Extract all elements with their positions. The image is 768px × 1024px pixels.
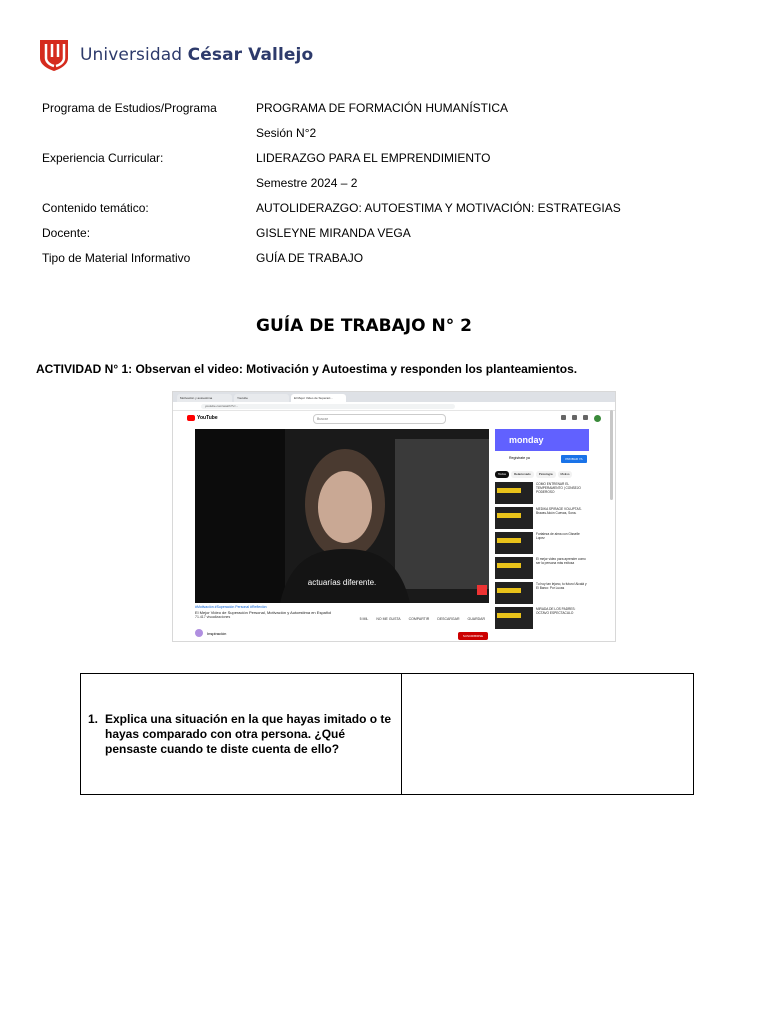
download-button: DESCARGAR bbox=[437, 617, 460, 621]
question-cell bbox=[81, 674, 402, 795]
info-row: Sesión N°2 bbox=[256, 126, 317, 140]
page-title: GUÍA DE TRABAJO N° 2 bbox=[256, 316, 472, 336]
channel-info bbox=[195, 629, 226, 637]
info-row: Programa de Estudios/Programa PROGRAMA DE FORMACIÓN HUMANÍSTICA bbox=[42, 101, 509, 115]
youtube-header-icons bbox=[561, 415, 601, 422]
youtube-screenshot bbox=[172, 391, 616, 642]
info-row: Semestre 2024 – 2 bbox=[256, 176, 358, 190]
info-row: Experiencia Curricular: LIDERAZGO PARA EL EMPRENDIMIENTO bbox=[42, 151, 491, 165]
video-meta bbox=[195, 605, 489, 619]
video-player bbox=[195, 429, 489, 603]
shield-logo-icon bbox=[38, 38, 70, 72]
subscribe-button: SUSCRIBIRSE bbox=[458, 632, 488, 640]
play-icon bbox=[187, 415, 195, 421]
question-number: 1. bbox=[88, 711, 99, 726]
video-actions bbox=[360, 617, 485, 621]
question-table bbox=[80, 673, 694, 795]
channel-avatar bbox=[195, 629, 203, 637]
browser-tab-active: El Mejor Video de Superaci... bbox=[291, 394, 346, 402]
filter-chips bbox=[495, 471, 589, 478]
notifications-icon bbox=[583, 415, 588, 420]
video-caption: actuarías diferente. bbox=[307, 578, 377, 587]
browser-tabbar bbox=[173, 392, 615, 402]
video-title: El Mejor Video de Superación Personal, Motivación y Autoestima en Español bbox=[195, 610, 332, 615]
chip: Todos bbox=[495, 471, 509, 478]
ad-banner: monday bbox=[495, 429, 589, 451]
video-thumbnail bbox=[495, 507, 533, 529]
save-button: GUARDAR bbox=[467, 617, 485, 621]
related-video: Fortaleza de alma con Gisselle Lopez bbox=[495, 532, 589, 556]
apps-icon bbox=[572, 415, 577, 420]
video-thumbnail bbox=[495, 607, 533, 629]
youtube-logo: YouTube bbox=[187, 415, 218, 421]
browser-tab: Youtube bbox=[234, 394, 289, 402]
video-thumbnail bbox=[495, 582, 533, 604]
share-button: COMPARTIR bbox=[408, 617, 430, 621]
ad-cta-button: PROBAR YA bbox=[561, 455, 587, 463]
youtube-search: Buscar bbox=[313, 414, 446, 424]
create-icon bbox=[561, 415, 566, 420]
video-thumbnail bbox=[495, 482, 533, 504]
avatar bbox=[594, 415, 601, 422]
youtube-header bbox=[173, 411, 615, 425]
sidebar-related bbox=[495, 429, 589, 632]
question-text: Explica una situación en la que hayas imitado o te hayas comparado con otra persona. ¿Qué pensaste cuando te diste cuenta de ello? bbox=[105, 711, 392, 756]
question-row bbox=[81, 674, 694, 795]
video-frame bbox=[195, 429, 489, 603]
info-row: Contenido temático: AUTOLIDERAZGO: AUTOESTIMA Y MOTIVACIÓN: ESTRATEGIAS bbox=[42, 201, 621, 215]
address-bar bbox=[173, 402, 615, 411]
chip: Motivo bbox=[558, 471, 573, 478]
video-hashtags: #Motivación #Superación Personal #Reflexión bbox=[195, 605, 267, 609]
answer-cell[interactable] bbox=[402, 674, 694, 795]
related-video: MEDIKA SPIRAGE VOLUPTAS. Bravas Alcón Cuevas, Sona. bbox=[495, 507, 589, 531]
chip: Psicología bbox=[536, 471, 556, 478]
scrollbar bbox=[610, 410, 613, 500]
info-row: Docente: GISLEYNE MIRANDA VEGA bbox=[42, 226, 411, 240]
channel-name: Inspiración bbox=[207, 630, 227, 636]
activity-instruction: ACTIVIDAD N° 1: Observan el video: Motivación y Autoestima y responden los planteamientos. bbox=[36, 362, 578, 376]
like-button: 5 MIL bbox=[359, 617, 369, 621]
related-video: Tu hoy tan lejano, tu futuro! Alcalá y El Barco: Por Lucas bbox=[495, 582, 589, 606]
related-video: MIRADA DE LOS PADRES: OCTAVO ESPECTACULO bbox=[495, 607, 589, 631]
ad-row: Regístrate ya PROBAR YA bbox=[495, 451, 589, 467]
video-views: 71.417 visualizaciones bbox=[195, 615, 231, 619]
course-info bbox=[42, 99, 656, 274]
browser-tab: Motivación y autoestima bbox=[177, 394, 232, 402]
logo-wordmark: Universidad César Vallejo bbox=[80, 45, 314, 65]
video-thumbnail bbox=[495, 557, 533, 579]
url-field: youtube.com/watch?v=... bbox=[201, 404, 455, 409]
chip: Relacionado bbox=[511, 471, 534, 478]
related-video: El mejor video para aprender como ser la persona más exitosa bbox=[495, 557, 589, 581]
university-logo bbox=[38, 38, 313, 72]
related-video: COMO ENTRENAR EL TEMPERAMENTO | CONSEJO PODEROSO bbox=[495, 482, 589, 506]
dislike-button: NO ME GUSTA bbox=[376, 617, 401, 621]
video-thumbnail bbox=[495, 532, 533, 554]
info-row: Tipo de Material Informativo GUÍA DE TRABAJO bbox=[42, 251, 364, 265]
